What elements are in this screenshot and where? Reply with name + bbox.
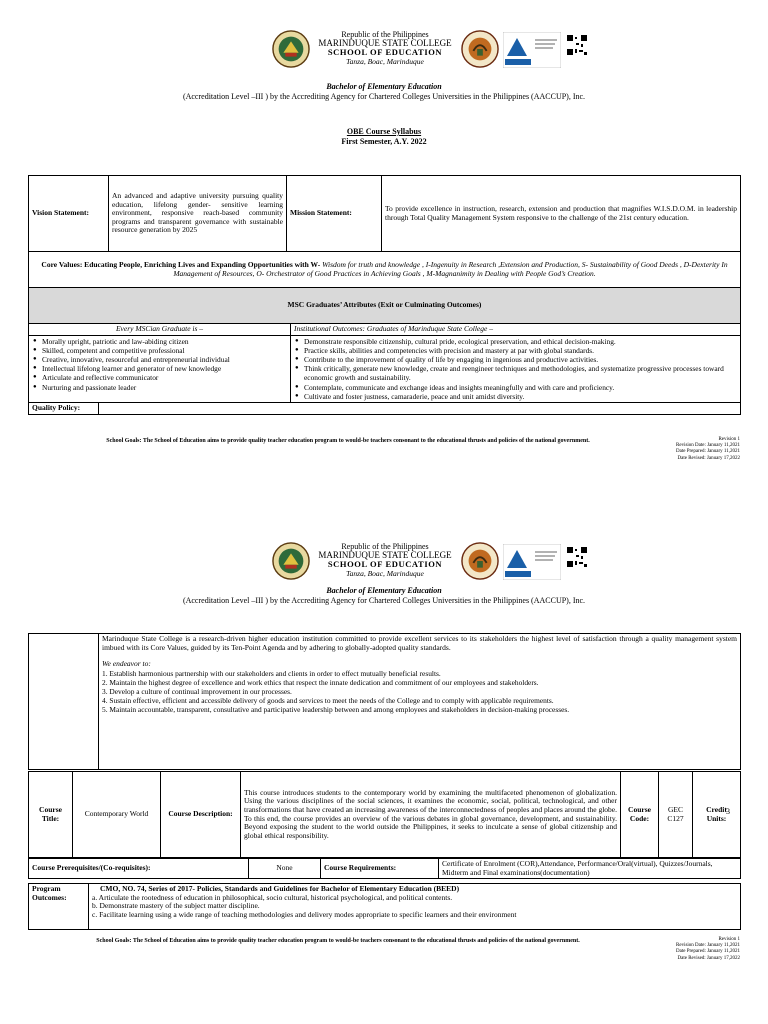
outcome-item: b. Demonstrate mastery of the subject matter discipline. [92, 901, 260, 911]
tuv-certification-badge [503, 544, 561, 580]
policy-statement: Marinduque State College is a research-driven higher education institution committed to provide excellent services to its stakeholders the highest level of satisfaction through a quality management system imbued with its Core Values, guided by its Ten-Point Agenda and by adhering to globally-adopted quality standards. [102, 634, 737, 652]
republic-text: Republic of the Philippines [341, 542, 429, 551]
course-code: GEC C127 [659, 772, 693, 858]
program-name: Bachelor of Elementary Education [326, 586, 442, 595]
institutional-item: ● Think critically, generate new knowledge, create and reengineer techniques and methodologies, and systematize progressive processes toward economic growth and sustainability. [304, 364, 737, 382]
prerequisites-table [28, 858, 741, 879]
quality-policy-text [99, 634, 741, 770]
institutional-heading: Institutional Outcomes: Graduates of Marinduque State College – [291, 324, 741, 336]
credit-units-label: Credit Units: [693, 772, 741, 858]
soe-seal-icon [461, 542, 499, 580]
endeavor-item: 2. Maintain the highest degree of excellence and work ethics that respect the innate dedication and commitment of our employees and stakeholders. [102, 677, 539, 687]
vision-label: Vision Statement: [29, 176, 109, 252]
graduate-item: ● Skilled, competent and competitive professional [42, 346, 287, 355]
revision-date: Revision Date: January 11,2021 [676, 443, 740, 449]
program-name: Bachelor of Elementary Education [326, 82, 442, 91]
endeavor-item: 5. Maintain accountable, transparent, consultative and participative leadership between and among employees and stakeholders in decision-making processes. [102, 704, 570, 714]
school-goals: School Goals: The School of Education aims to provide quality teacher education program to would-be teachers consonant to the educational thrusts and policies of the national government. [96, 938, 580, 944]
graduate-attributes [29, 335, 291, 402]
endeavor-item: 1. Establish harmonious partnership with our stakeholders and clients in order to effect mutually beneficial results. [102, 668, 441, 678]
core-values-text: Wisdom for truth and knowledge , I-Ingenuity in Research ,Extension and Production, S- Sustainability of Good Deeds , D-Dexterity In Management of Resources, O- Orchestrator of Good Practices in Achieving Goals , M-Magnanimity in Dealing with People God’s Creation. [173, 259, 728, 278]
graduate-item: ● Intellectual lifelong learner and generator of new knowledge [42, 364, 287, 373]
revision-number: Revision 1 [718, 437, 740, 442]
syllabus-page-2 [0, 512, 768, 1024]
syllabus-title-block [0, 127, 768, 147]
revision-number: Revision 1 [718, 937, 740, 942]
core-values-label: Core Values: Educating People, Enriching Lives and Expanding Opportunities with W- [41, 259, 321, 269]
syllabus-title: OBE Course Syllabus [346, 127, 422, 136]
course-desc-label: Course Description: [161, 772, 241, 858]
revision-date: Revision Date: January 11,2021 [676, 943, 740, 949]
course-title-label: Course Title: [29, 772, 73, 858]
prereq-label: Course Prerequisites/(Co-requisites): [29, 859, 249, 879]
outcome-item: c. Facilitate learning using a wide range of teaching methodologies and delivery modes appropriate to specific learners and their environment [92, 909, 517, 919]
quality-policy-blank [29, 634, 99, 770]
date-prepared: Date Prepared: January 11,2021 [676, 949, 740, 955]
cmo-heading: CMO, NO. 74, Series of 2017- Policies, Standards and Guidelines for Bachelor of Elementary Education (BEED) [100, 884, 460, 893]
tuv-certification-badge [503, 32, 561, 68]
semester-text: First Semester, A.Y. 2022 [341, 137, 427, 146]
outcome-item: a. Articulate the rootedness of education in philosophical, socio cultural, historical psychological, and political contents. [92, 892, 453, 902]
school-name: SCHOOL OF EDUCATION [327, 47, 443, 57]
attributes-heading: MSC Graduates’ Attributes (Exit or Culminating Outcomes) [29, 288, 741, 324]
endeavor-heading: We endeavor to: [102, 659, 151, 669]
institutional-item: ● Contemplate, communicate and exchange ideas and insights meaningfully and with care and proficiency. [304, 383, 737, 392]
msc-seal-icon [272, 542, 310, 580]
outcomes-table [28, 323, 741, 415]
course-code-label: Course Code: [621, 772, 659, 858]
requirements-value: Certificate of Enrolment (COR),Attendance, Performance/Oral(virtual), Quizzes/Journals, Midterm and Final examinations(documentation) [439, 859, 741, 879]
date-revised: Date Revised: January 17,2022 [677, 455, 740, 461]
qr-code-icon [566, 546, 588, 568]
course-info-table [28, 771, 741, 858]
page-footer [28, 437, 740, 465]
revision-info [630, 437, 740, 462]
college-name: MARINDUQUE STATE COLLEGE [318, 550, 452, 560]
institution-block [310, 30, 460, 66]
endeavor-item: 3. Develop a culture of continual improvement in our processes. [102, 686, 292, 696]
endeavor-list [102, 669, 737, 714]
endeavor-item: 4. Sustain effective, efficient and accessible delivery of goods and services to meet the needs of the College and to comply with applicable requirements. [102, 695, 554, 705]
vision-text: An advanced and adaptive university pursuing quality education, lifelong gender- sensitive learning environment, responsive reach-based community programs and transparent governance with sustainable resource generation by 2025 [109, 176, 287, 252]
date-prepared: Date Prepared: January 11,2021 [676, 449, 740, 455]
program-outcomes-table [28, 883, 741, 930]
program-outcomes-label: Program Outcomes: [29, 884, 89, 930]
graduate-item: ● Articulate and reflective communicator [42, 373, 287, 382]
mission-label: Mission Statement: [287, 176, 382, 252]
page-header [0, 30, 768, 70]
school-name: SCHOOL OF EDUCATION [327, 559, 443, 569]
program-header [0, 586, 768, 606]
program-outcomes [89, 884, 741, 930]
credit-units-value: 3 [726, 807, 730, 816]
mission-text: To provide excellence in instruction, research, extension and production that magnifies W.I.S.D.O.M. in leadership through Total Quality Management System responsive to the challenge of the 21st century education. [382, 176, 741, 252]
graduate-item: ● Creative, innovative, resourceful and entrepreneurial individual [42, 355, 287, 364]
program-header [0, 82, 768, 102]
location-text: Tanza, Boac, Marinduque [346, 57, 424, 66]
page-header [0, 542, 768, 582]
requirements-label: Course Requirements: [321, 859, 439, 879]
graduate-heading: Every MSCian Graduate is – [29, 324, 291, 336]
republic-text: Republic of the Philippines [341, 30, 429, 39]
accreditation-text: (Accreditation Level –III ) by the Accrediting Agency for Chartered Colleges Universities in the Philippines (AACCUP), Inc. [182, 92, 586, 101]
institutional-item: ● Contribute to the improvement of quality of life by engaging in ingenious and productive activities. [304, 355, 737, 364]
institution-block [310, 542, 460, 578]
date-revised: Date Revised: January 17,2022 [677, 955, 740, 961]
location-text: Tanza, Boac, Marinduque [346, 569, 424, 578]
course-description: This course introduces students to the contemporary world by examining the multifaceted phenomenon of globalization. Using the various disciplines of the social sciences, it examines the economic, social, political, technological, and other transformations that have created an increasing awareness of the interconnectedness of peoples and places around the globe. To this end, the course provides an overview of the various debates in global governance, development, and sustainability. Beyond exposing the student to the world outside the Philippines, it seeks to inculcate a sense of global citizenship and global ethical responsibility. [241, 772, 621, 858]
msc-seal-icon [272, 30, 310, 68]
prereq-value: None [249, 859, 321, 879]
core-values [29, 252, 741, 288]
quality-policy-label: Quality Policy: [29, 403, 99, 415]
revision-info [630, 937, 740, 962]
institutional-item: ● Demonstrate responsible citizenship, cultural pride, ecological preservation, and ethical decision-making. [304, 337, 737, 346]
qr-code-icon [566, 34, 588, 56]
quality-policy-table [28, 633, 741, 770]
quality-policy-value [99, 403, 741, 415]
vision-mission-table [28, 175, 741, 324]
course-title: Contemporary World [73, 772, 161, 858]
accreditation-text: (Accreditation Level –III ) by the Accrediting Agency for Chartered Colleges Universities in the Philippines (AACCUP), Inc. [182, 596, 586, 605]
institutional-item: ● Cultivate and foster justness, camaraderie, peace and unit amidst diversity. [304, 392, 737, 401]
school-goals: School Goals: The School of Education aims to provide quality teacher education program to would-be teachers consonant to the educational thrusts and policies of the national government. [106, 438, 590, 444]
graduate-item: ● Nurturing and passionate leader [42, 383, 287, 392]
soe-seal-icon [461, 30, 499, 68]
institutional-item: ● Practice skills, abilities and competencies with precision and mastery at par with global standards. [304, 346, 737, 355]
institutional-outcomes [291, 335, 741, 402]
graduate-item: ● Morally upright, patriotic and law-abiding citizen [42, 337, 287, 346]
college-name: MARINDUQUE STATE COLLEGE [318, 38, 452, 48]
page-footer [28, 937, 740, 965]
